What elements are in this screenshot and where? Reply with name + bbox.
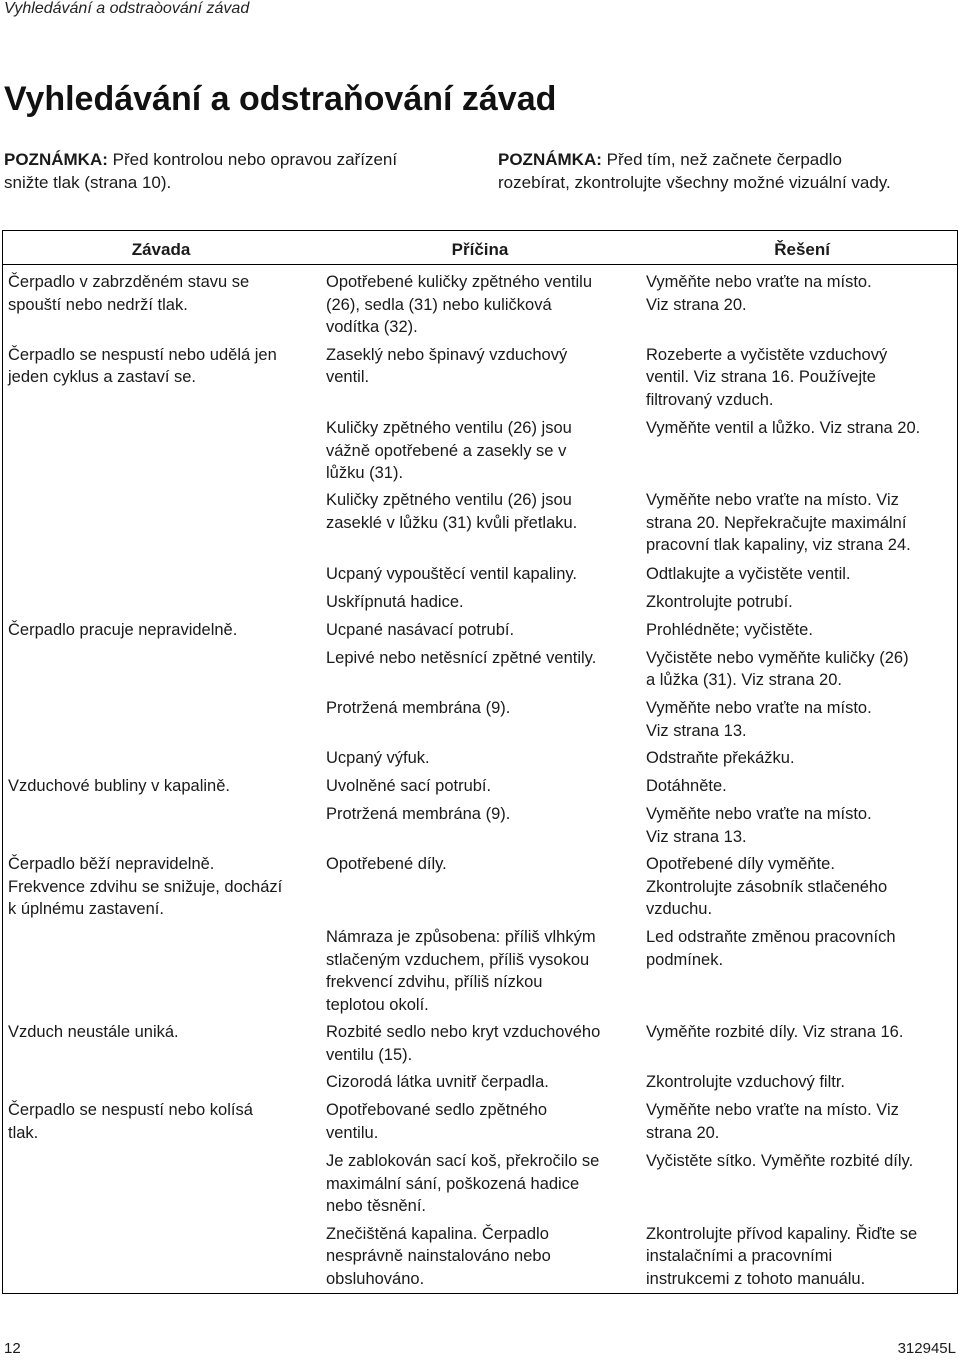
- cause-line: Lepivé nebo netěsnící zpětné ventily.: [326, 649, 597, 667]
- solution-line: Zkontrolujte potrubí.: [646, 593, 793, 611]
- problem-line: Frekvence zdvihu se snižuje, dochází: [8, 878, 283, 896]
- solution-line: Viz strana 20.: [646, 296, 747, 314]
- solution-line: Zkontrolujte vzduchový filtr.: [646, 1073, 845, 1091]
- problem-line: spouští nebo nedrží tlak.: [8, 296, 188, 314]
- solution-line: Zkontrolujte přívod kapaliny. Řiďte se: [646, 1225, 918, 1243]
- note-left-text-1: Před kontrolou nebo opravou zařízení: [107, 150, 398, 169]
- cause-line: Uskřípnutá hadice.: [326, 593, 464, 611]
- solution-line: Vyměňte rozbité díly. Viz strana 16.: [646, 1023, 904, 1041]
- cause-line: Opotřebované sedlo zpětného: [326, 1101, 548, 1119]
- cause-line: maximální sání, poškozená hadice: [326, 1175, 580, 1193]
- solution-line: instrukcemi z tohoto manuálu.: [646, 1270, 866, 1288]
- cause-line: Zaseklý nebo špinavý vzduchový: [326, 346, 568, 364]
- cause-line: ventilu.: [326, 1124, 379, 1142]
- cause-line: Kuličky zpětného ventilu (26) jsou: [326, 491, 572, 509]
- solution-line: pracovní tlak kapaliny, viz strana 24.: [646, 536, 911, 554]
- note-left-text-2: snižte tlak (strana 10).: [4, 173, 172, 192]
- cause-line: Rozbité sedlo nebo kryt vzduchového: [326, 1023, 601, 1041]
- cause-line: Námraza je způsobena: příliš vlhkým: [326, 928, 596, 946]
- cause-line: stlačeným vzduchem, příliš vysokou: [326, 951, 590, 969]
- cause-line: nebo těsnění.: [326, 1197, 426, 1215]
- note-right-text-1: Před tím, než začnete čerpadlo: [601, 150, 842, 169]
- cause-line: ventil.: [326, 368, 370, 386]
- page-title: Vyhledávání a odstraňování závad: [4, 80, 557, 118]
- troubleshooting-table: [2, 230, 958, 1294]
- problem-line: Vzduchové bubliny v kapalině.: [8, 777, 230, 795]
- cause-line: lůžku (31).: [326, 464, 404, 482]
- cause-line: Uvolněné sací potrubí.: [326, 777, 492, 795]
- cause-line: Ucpaný výfuk.: [326, 749, 430, 767]
- solution-line: Odtlakujte a vyčistěte ventil.: [646, 565, 851, 583]
- solution-line: instalačními a pracovními: [646, 1247, 833, 1265]
- solution-line: podmínek.: [646, 951, 724, 969]
- solution-line: Odstraňte překážku.: [646, 749, 795, 767]
- cause-line: Protržená membrána (9).: [326, 699, 511, 717]
- problem-line: jeden cyklus a zastaví se.: [8, 368, 197, 386]
- cause-line: vážně opotřebené a zasekly se v: [326, 442, 567, 460]
- solution-line: Opotřebené díly vyměňte.: [646, 855, 835, 873]
- solution-line: Vyměňte ventil a lůžko. Viz strana 20.: [646, 419, 921, 437]
- cause-line: Protržená membrána (9).: [326, 805, 511, 823]
- solution-line: Dotáhněte.: [646, 777, 727, 795]
- document-number: 312945L: [897, 1340, 956, 1357]
- problem-line: Čerpadlo se nespustí nebo kolísá: [8, 1101, 253, 1119]
- cause-line: Opotřebené kuličky zpětného ventilu: [326, 273, 592, 291]
- solution-line: Vyměňte nebo vraťte na místo.: [646, 699, 872, 717]
- problem-line: Vzduch neustále uniká.: [8, 1023, 179, 1041]
- cause-line: obsluhováno.: [326, 1270, 425, 1288]
- problem-line: k úplnému zastavení.: [8, 900, 164, 918]
- problem-line: tlak.: [8, 1124, 39, 1142]
- solution-line: Rozeberte a vyčistěte vzduchový: [646, 346, 888, 364]
- note-right-text-2: rozebírat, zkontrolujte všechny možné vizuální vady.: [498, 173, 891, 192]
- solution-line: strana 20.: [646, 1124, 720, 1142]
- page-number: 12: [4, 1340, 21, 1357]
- solution-line: Zkontrolujte zásobník stlačeného: [646, 878, 888, 896]
- solution-line: Vyčistěte sítko. Vyměňte rozbité díly.: [646, 1152, 914, 1170]
- cause-line: Je zablokován sací koš, překročilo se: [326, 1152, 600, 1170]
- column-header-solution: [640, 240, 958, 260]
- table-header-divider: [2, 264, 958, 265]
- problem-line: Čerpadlo běží nepravidelně.: [8, 855, 215, 873]
- solution-line: Vyměňte nebo vraťte na místo. Viz: [646, 491, 899, 509]
- note-left-line-1: [4, 148, 464, 171]
- problem-line: Čerpadlo v zabrzděném stavu se: [8, 273, 250, 291]
- running-header: Vyhledávání a odstraòování závad: [4, 0, 250, 17]
- note-right: [498, 148, 958, 194]
- solution-line: Prohlédněte; vyčistěte.: [646, 621, 813, 639]
- cause-line: Ucpané nasávací potrubí.: [326, 621, 515, 639]
- solution-line: Vyměňte nebo vraťte na místo.: [646, 273, 872, 291]
- cause-line: frekvencí zdvihu, příliš nízkou: [326, 973, 543, 991]
- cause-line: nesprávně nainstalováno nebo: [326, 1247, 551, 1265]
- cause-line: teplotou okolí.: [326, 996, 429, 1014]
- solution-line: Led odstraňte změnou pracovních: [646, 928, 896, 946]
- column-header-problem: Závada: [131, 240, 191, 259]
- solution-line: Vyměňte nebo vraťte na místo.: [646, 805, 872, 823]
- note-right-line-1: [498, 148, 958, 171]
- cause-line: Opotřebené díly.: [326, 855, 447, 873]
- note-left-label: POZNÁMKA:: [4, 150, 108, 169]
- cause-line: Znečištěná kapalina. Čerpadlo: [326, 1225, 549, 1243]
- problem-line: Čerpadlo pracuje nepravidelně.: [8, 621, 238, 639]
- column-header-solution-label: Řešení: [774, 240, 830, 259]
- cause-line: Cizorodá látka uvnitř čerpadla.: [326, 1073, 549, 1091]
- column-header-cause: Příčina: [451, 240, 509, 259]
- solution-line: filtrovaný vzduch.: [646, 391, 774, 409]
- note-left: [4, 148, 464, 194]
- solution-line: Viz strana 13.: [646, 722, 747, 740]
- cause-line: Ucpaný vypouštěcí ventil kapaliny.: [326, 565, 577, 583]
- cause-line: ventilu (15).: [326, 1046, 413, 1064]
- cause-line: Kuličky zpětného ventilu (26) jsou: [326, 419, 572, 437]
- solution-line: Vyměňte nebo vraťte na místo. Viz: [646, 1101, 899, 1119]
- solution-line: Viz strana 13.: [646, 828, 747, 846]
- cause-line: (26), sedla (31) nebo kuličková: [326, 296, 552, 314]
- solution-line: Vyčistěte nebo vyměňte kuličky (26): [646, 649, 909, 667]
- solution-line: ventil. Viz strana 16. Používejte: [646, 368, 876, 386]
- note-right-label: POZNÁMKA:: [498, 150, 602, 169]
- cause-line: vodítka (32).: [326, 318, 418, 336]
- problem-line: Čerpadlo se nespustí nebo udělá jen: [8, 346, 277, 364]
- solution-line: a lůžka (31). Viz strana 20.: [646, 671, 842, 689]
- solution-line: vzduchu.: [646, 900, 713, 918]
- cause-line: zaseklé v lůžku (31) kvůli přetlaku.: [326, 514, 578, 532]
- solution-line: strana 20. Nepřekračujte maximální: [646, 514, 907, 532]
